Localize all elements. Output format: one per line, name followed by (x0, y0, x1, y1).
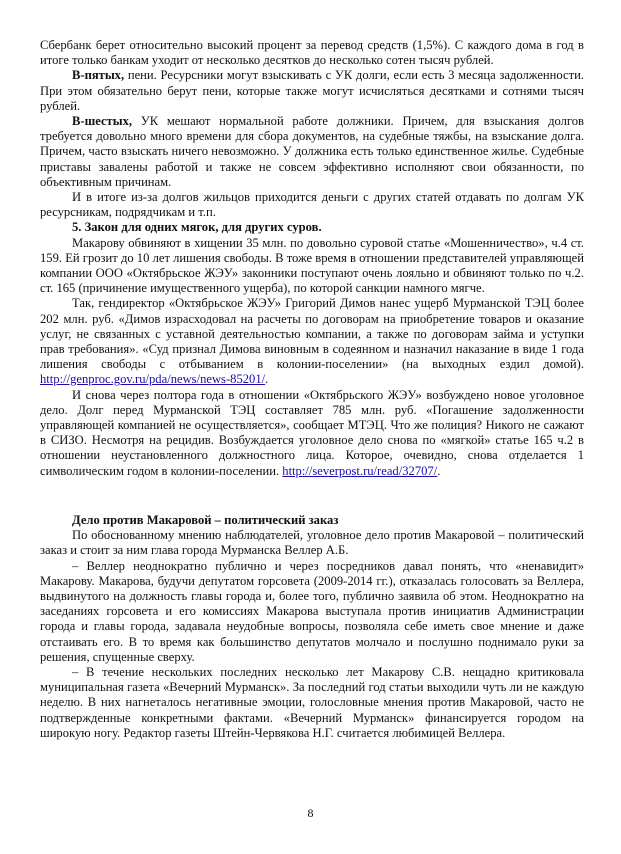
section-heading-political: Дело против Макаровой – политический заказ (72, 512, 339, 527)
paragraph-dimov (40, 296, 584, 387)
fifth-label: В-пятых, (72, 68, 125, 83)
paragraph-new-case (40, 388, 584, 479)
severpost-link[interactable]: http://severpost.ru/read/32707/ (282, 463, 438, 478)
genproc-link[interactable]: http://genproc.gov.ru/pda/news/news-85201/ (40, 372, 266, 387)
page-number: 8 (307, 806, 314, 820)
sixth-text: УК мешают нормальной работе должники. Причем, для взыскания долгов требуется довольно много времени для сбора документов, на судебные тяжбы, на взыскание долга. Причем, часто взыскать ничего невозможно. У должника есть только единственное жилье. Судебные приставы завалены работой и также не совсем эффективно исполняют свои обязанности, по объективным причинам. (40, 114, 584, 189)
paragraph-observers: По обоснованному мнению наблюдателей, уголовное дело против Макаровой – политический заказ и стоит за ним глава города Мурманска Веллер А.Б. (40, 528, 584, 558)
new-case-end: . (437, 463, 441, 478)
dimov-end: . (265, 372, 269, 387)
fifth-text: пени. Ресурсники могут взыскивать с УК долги, если есть 3 месяца задолженности. При этом обязательно берут пени, которые также могут исчисляться десятками и сотнями тысяч рублей. (40, 68, 584, 113)
dimov-text: Так, гендиректор «Октябрьское ЖЭУ» Григорий Димов нанес ущерб Мурманской ТЭЦ более 202 млн. руб. «Димов израсходовал на расчеты по договорам на приобретение товаров и оказание услуг, не связанных с уставной деятельностью компании, а также по договорам займа и уступки прав требования». «Суд признал Димова виновным в содеянном и назначил наказание в виде 1 года лишения свободы с отбыванием в колонии-поселении» (на выходных ездил домой). (40, 296, 584, 372)
paragraph-weller: – Веллер неоднократно публично и через посредников давал понять, что «ненавидит» Макарову. Макарова, будучи депутатом горсовета (2009-2014 гг.), отказалась голосовать за Веллера, выдвинутого на должность главы города и, более того, публично заявила об этом. Неоднократно на заседаниях горсовета и его комиссиях Макарова выступала против инициатив Администрации города и главы города, задавала неудобные вопросы, позволяла себе иметь свое мнение и даже отстаивать его. В то время как большинство депутатов молчало и послушно поднимало руки за решения, спущенные сверху. (40, 558, 584, 664)
paragraph-makarova-charges: Макарову обвиняют в хищении 35 млн. по довольно суровой статье «Мошенничество», ч.4 ст. 159. Ей грозит до 10 лет лишения свободы. В тоже время в отношении представителей управляющей компании ООО «Октябрьское ЖЭУ» законники поступают очень лояльно и обвиняют только по ч.2. ст. 165 (причинение имущественного ущерба), по которой санкции намного мягче. (40, 235, 584, 296)
paragraph-newspaper: – В течение нескольких последних несколько лет Макарову С.В. нещадно критиковала муниципальная газета «Вечерний Мурманск». За последний год статьи выходили чуть ли не каждую неделю. В них нагнеталось негативные эмоции, голословные мнения против Макаровой, часто не подтвержденные конкретными фактами. «Вечерний Мурманск» финансируется городом на широкую ногу. Редактор газеты Штейн-Червякова Н.Г. считается любимицей Веллера. (40, 664, 584, 740)
sixth-label: В-шестых, (72, 114, 133, 129)
paragraph-fifth (40, 68, 584, 114)
paragraph-summary: И в итоге из-за долгов жильцов приходится деньги с других статей отдавать по долгам УК ресурсникам, подрядчикам и т.п. (40, 190, 584, 220)
section-heading-5: 5. Закон для одних мягок, для других суров. (72, 220, 322, 235)
document-page (40, 38, 584, 741)
paragraph-sixth (40, 114, 584, 190)
new-case-text: И снова через полтора года в отношении «Октябрьского ЖЭУ» возбуждено новое уголовное дело. Долг перед Мурманской ТЭЦ составляет 785 млн. руб. «Погашение задолженности управляющей компанией не осуществляется», сообщает МТЭЦ. Что же полиция? Никого не сажают в СИЗО. Несмотря на рецидив. Возбуждается уголовное дело снова по «мягкой» статье 165 ч.2 в отношении неустановленного должностного лица. Которое, очевидно, снова отделается 1 символическим годом в колонии-поселении. (40, 387, 584, 478)
paragraph-sberbank: Сбербанк берет относительно высокий процент за перевод средств (1,5%). С каждого дома в год в итоге только банкам уходит от несколько десятков до несколько сотен тысяч рублей. (40, 38, 584, 68)
spacer (40, 479, 584, 513)
